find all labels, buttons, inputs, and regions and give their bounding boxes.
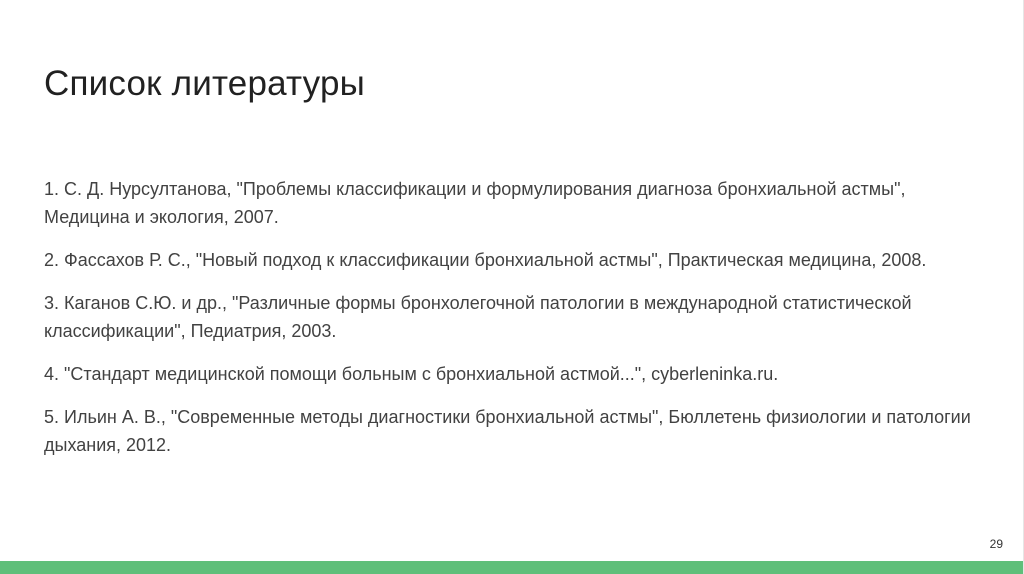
reference-item-5: 5. Ильин А. В., "Современные методы диагностики бронхиальной астмы", Бюллетень физиологии и патологии дыхания, 2012. (44, 407, 971, 455)
slide-title: Список литературы (44, 64, 365, 103)
reference-item-2: 2. Фассахов Р. С., "Новый подход к классификации бронхиальной астмы", Практическая медицина, 2008. (44, 250, 927, 270)
reference-item-3: 3. Каганов С.Ю. и др., "Различные формы бронхолегочной патологии в международной статистической классификации", Педиатрия, 2003. (44, 293, 912, 341)
reference-item-4: 4. "Стандарт медицинской помощи больным с бронхиальной астмой...", cyberleninka.ru. (44, 364, 779, 384)
reference-item-1: 1. С. Д. Нурсултанова, "Проблемы классификации и формулирования диагноза бронхиальной астмы", Медицина и экология, 2007. (44, 179, 906, 227)
page-number: 29 (989, 537, 1003, 551)
reference-list (44, 175, 994, 459)
footer-accent-bar (0, 561, 1024, 574)
